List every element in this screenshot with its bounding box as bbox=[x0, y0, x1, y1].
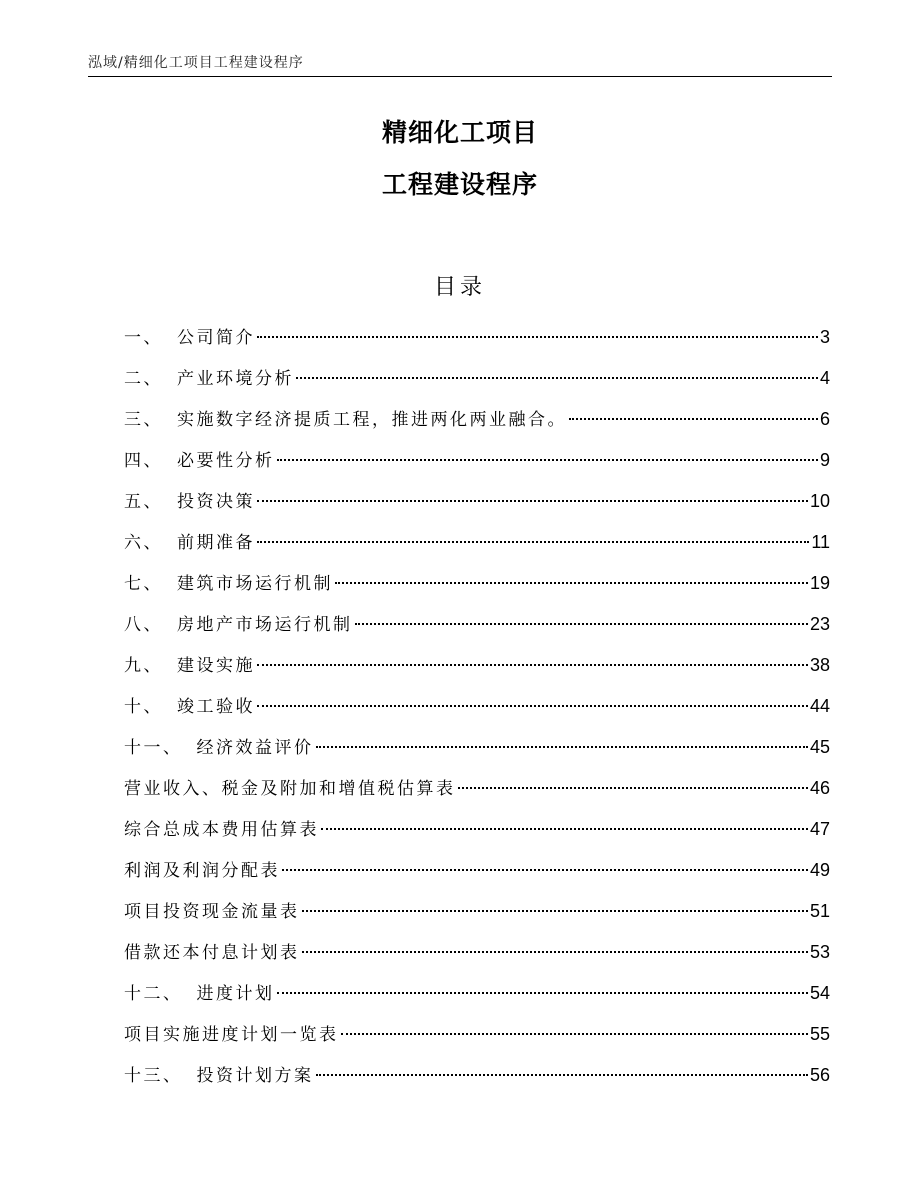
title-line-1: 精细化工项目 bbox=[381, 118, 538, 147]
toc-page-number: 23 bbox=[809, 614, 830, 634]
toc-page-number: 56 bbox=[809, 1065, 830, 1085]
toc-dot-leader bbox=[321, 828, 808, 830]
toc-dot-leader bbox=[458, 787, 808, 789]
toc-entry-label: 进度计划 bbox=[196, 984, 275, 1004]
toc-entry-label: 项目投资现金流量表 bbox=[124, 902, 300, 922]
toc-dot-leader bbox=[277, 459, 818, 461]
toc-heading: 目录 bbox=[433, 275, 486, 300]
toc-entry-number: 十一、 bbox=[124, 738, 183, 758]
toc-dot-leader bbox=[316, 1074, 808, 1076]
toc-dot-leader bbox=[355, 623, 808, 625]
toc-entry-label: 建设实施 bbox=[177, 656, 255, 676]
toc-dot-leader bbox=[282, 869, 808, 871]
toc-page-number: 38 bbox=[809, 655, 830, 675]
toc-entry-label: 投资决策 bbox=[177, 492, 255, 512]
toc-dot-leader bbox=[341, 1033, 808, 1035]
toc-dot-leader bbox=[257, 664, 808, 666]
toc-page-number: 19 bbox=[809, 573, 830, 593]
toc-dot-leader bbox=[257, 705, 808, 707]
toc-entry-number: 三、 bbox=[124, 410, 163, 430]
toc-entry-number: 十二、 bbox=[124, 984, 183, 1004]
table-of-contents bbox=[124, 324, 830, 1103]
toc-entry[interactable] bbox=[124, 447, 830, 488]
toc-entry-number: 八、 bbox=[124, 615, 163, 635]
toc-entry-number: 十、 bbox=[124, 697, 163, 717]
toc-dot-leader bbox=[257, 336, 818, 338]
toc-entry[interactable] bbox=[124, 365, 830, 406]
toc-dot-leader bbox=[296, 377, 818, 379]
toc-entry-number: 六、 bbox=[124, 533, 163, 553]
toc-entry-label: 公司简介 bbox=[177, 328, 255, 348]
toc-page-number: 44 bbox=[809, 696, 830, 716]
toc-page-number: 47 bbox=[809, 819, 830, 839]
toc-page-number: 45 bbox=[809, 737, 830, 757]
toc-entry-number: 二、 bbox=[124, 369, 163, 389]
toc-entry[interactable] bbox=[124, 570, 830, 611]
toc-page-number: 11 bbox=[811, 532, 830, 552]
toc-dot-leader bbox=[316, 746, 808, 748]
toc-dot-leader bbox=[257, 500, 808, 502]
toc-dot-leader bbox=[302, 910, 808, 912]
toc-entry-label: 竣工验收 bbox=[177, 697, 255, 717]
toc-entry-label: 综合总成本费用估算表 bbox=[124, 820, 319, 840]
toc-entry-number: 五、 bbox=[124, 492, 163, 512]
toc-entry-label: 投资计划方案 bbox=[196, 1066, 314, 1086]
toc-page-number: 10 bbox=[809, 491, 830, 511]
toc-page-number: 53 bbox=[809, 942, 830, 962]
toc-entry[interactable] bbox=[124, 406, 830, 447]
toc-entry[interactable] bbox=[124, 1062, 830, 1103]
toc-entry-number: 十三、 bbox=[124, 1066, 183, 1086]
toc-entry[interactable] bbox=[124, 1021, 830, 1062]
running-header: 泓域/精细化工项目工程建设程序 bbox=[88, 55, 304, 71]
toc-entry[interactable] bbox=[124, 611, 830, 652]
toc-entry-label: 产业环境分析 bbox=[177, 369, 294, 389]
toc-dot-leader bbox=[335, 582, 808, 584]
toc-entry-label: 营业收入、税金及附加和增值税估算表 bbox=[124, 779, 456, 799]
toc-entry-number: 七、 bbox=[124, 574, 163, 594]
toc-entry-number: 九、 bbox=[124, 656, 163, 676]
toc-entry[interactable] bbox=[124, 898, 830, 939]
toc-page-number: 3 bbox=[819, 327, 830, 347]
toc-entry-number: 四、 bbox=[124, 451, 163, 471]
toc-page-number: 4 bbox=[819, 368, 830, 388]
toc-page-number: 9 bbox=[819, 450, 830, 470]
toc-entry-label: 前期准备 bbox=[177, 533, 255, 553]
title-line-2: 工程建设程序 bbox=[381, 170, 538, 199]
toc-entry[interactable] bbox=[124, 857, 830, 898]
toc-entry[interactable] bbox=[124, 529, 830, 570]
toc-entry-label: 必要性分析 bbox=[177, 451, 275, 471]
toc-entry[interactable] bbox=[124, 324, 830, 365]
toc-entry[interactable] bbox=[124, 734, 830, 775]
header-rule bbox=[88, 76, 832, 77]
toc-entry-label: 房地产市场运行机制 bbox=[177, 615, 353, 635]
toc-entry[interactable] bbox=[124, 652, 830, 693]
document-title bbox=[0, 118, 920, 200]
toc-page-number: 46 bbox=[809, 778, 830, 798]
toc-entry-label: 借款还本付息计划表 bbox=[124, 943, 300, 963]
toc-entry[interactable] bbox=[124, 488, 830, 529]
toc-page-number: 55 bbox=[809, 1024, 830, 1044]
toc-entry[interactable] bbox=[124, 693, 830, 734]
toc-entry[interactable] bbox=[124, 775, 830, 816]
toc-page-number: 49 bbox=[809, 860, 830, 880]
toc-entry[interactable] bbox=[124, 939, 830, 980]
toc-entry-label: 利润及利润分配表 bbox=[124, 861, 280, 881]
toc-entry-label: 项目实施进度计划一览表 bbox=[124, 1025, 339, 1045]
toc-entry-label: 实施数字经济提质工程，推进两化两业融合。 bbox=[177, 410, 567, 430]
toc-entry-label: 建筑市场运行机制 bbox=[177, 574, 333, 594]
toc-entry[interactable] bbox=[124, 980, 830, 1021]
toc-entry[interactable] bbox=[124, 816, 830, 857]
toc-dot-leader bbox=[569, 418, 818, 420]
toc-entry-number: 一、 bbox=[124, 328, 163, 348]
toc-entry-label: 经济效益评价 bbox=[196, 738, 314, 758]
toc-page-number: 54 bbox=[809, 983, 830, 1003]
toc-page-number: 6 bbox=[819, 409, 830, 429]
toc-dot-leader bbox=[302, 951, 808, 953]
toc-page-number: 51 bbox=[809, 901, 830, 921]
toc-dot-leader bbox=[257, 541, 809, 543]
toc-dot-leader bbox=[277, 992, 808, 994]
